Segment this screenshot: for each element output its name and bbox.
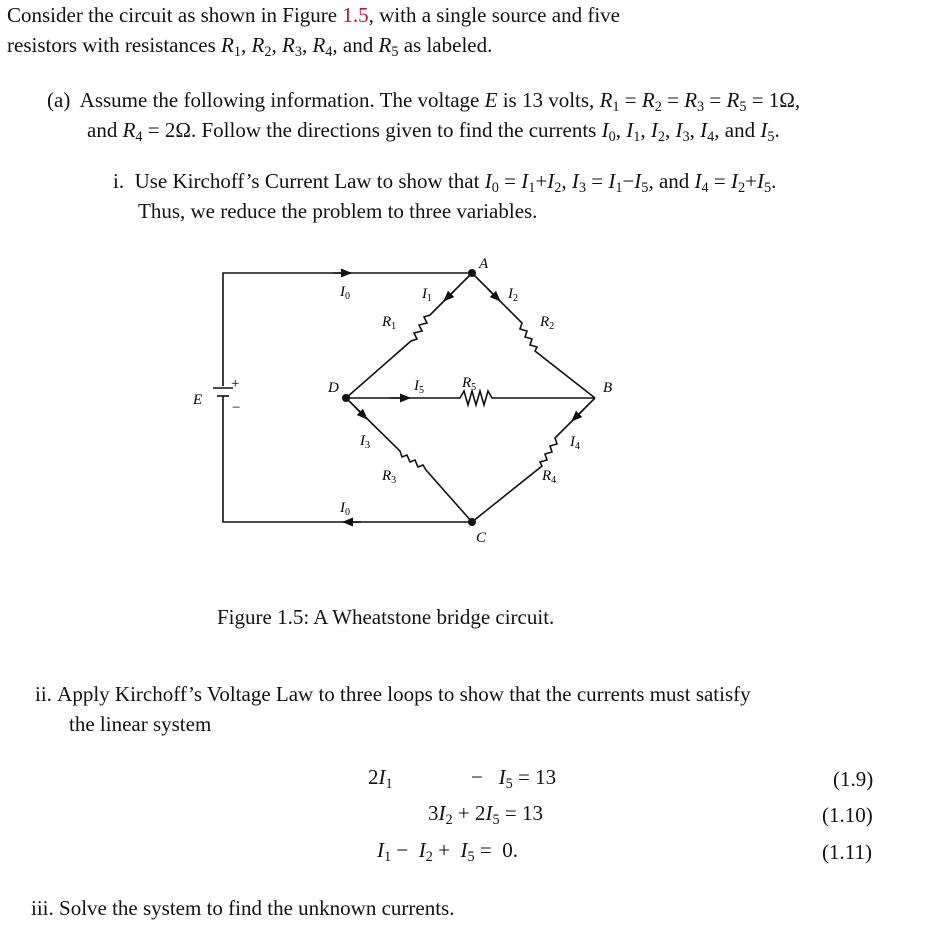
arrow-i3 (355, 407, 367, 419)
label-i0-top: $I_0$ (340, 284, 350, 302)
label-i5: $I_5$ (414, 378, 424, 396)
node-a-dot (468, 269, 476, 277)
equation-number-1-11: (1.11) (822, 840, 872, 864)
arrow-i2 (488, 289, 500, 301)
step-iii-marker: iii. (31, 896, 54, 920)
node-c-dot (468, 518, 476, 526)
middle-resistor-r5 (346, 391, 595, 405)
wire-top (223, 273, 472, 386)
source-plus: + (231, 376, 240, 392)
label-r2: $R_2$ (540, 314, 555, 332)
source-minus: − (232, 400, 241, 416)
label-i4: $I_4$ (570, 434, 580, 452)
label-r5: $R_5$ (462, 375, 477, 393)
label-r4: $R_4$ (542, 468, 557, 486)
step-ii-marker: ii. (35, 682, 52, 706)
arrow-i1 (444, 289, 456, 301)
source-label: E (193, 392, 203, 408)
equation-number-1-9: (1.9) (833, 767, 874, 791)
intro-line-1: Consider the circuit as shown in Figure 1.5, with a single source and five (7, 3, 620, 27)
part-a-line-2: and $R_4 = 2\Omega$. Follow the directions given to find the currents $I_0$, $I_1$, $I_2$, $I_3$, $I_4$, and $I_5$. (87, 118, 780, 145)
node-b-label: B (603, 380, 613, 396)
label-r1: $R_1$ (382, 314, 397, 332)
arrow-i4 (572, 409, 584, 421)
step-iii-line: iii. Solve the system to find the unknown currents. (31, 896, 455, 920)
step-i-marker: i. (113, 169, 125, 193)
part-a-marker: (a) (47, 88, 71, 112)
label-i1: $I_1$ (422, 286, 432, 304)
label-i0-bottom: $I_0$ (340, 500, 350, 518)
figure-caption: Figure 1.5: A Wheatstone bridge circuit. (217, 605, 555, 629)
intro-line-2: resistors with resistances $R_1$, $R_2$, $R_3$, $R_4$, and $R_5$ as labeled. (7, 33, 493, 60)
part-a-line-1: (a) Assume the following information. The voltage E is 13 volts, $R_1 = R_2 = R_3 = R_5 = 1\Omega$, (47, 88, 801, 115)
node-d-dot (342, 394, 350, 402)
equation-1-11: $I_1 - I_2 + I_5 = 0$. (377, 838, 518, 865)
step-ii-line-1: ii. Apply Kirchoff’s Voltage Law to three loops to show that the currents must satisfy (35, 682, 751, 706)
step-i-line-2: Thus, we reduce the problem to three variables. (138, 199, 538, 223)
label-i3: $I_3$ (360, 433, 370, 451)
figure-reference-link[interactable]: 1.5 (342, 3, 369, 27)
step-ii-line-2: the linear system (69, 712, 212, 736)
node-a-label: A (479, 256, 489, 272)
equation-1-9-rhs: − $I_5 = 13$ (471, 765, 557, 792)
equation-number-1-10: (1.10) (822, 803, 873, 827)
step-i-line-1: i. Use Kirchoff’s Current Law to show that $I_0 = I_1+I_2$, $I_3 = I_1-I_5$, and $I_4 = I_2+I_5$. (113, 169, 777, 196)
label-i2: $I_2$ (508, 286, 518, 304)
label-r3: $R_3$ (382, 468, 397, 486)
node-c-label: C (476, 530, 487, 546)
node-d-label: D (328, 380, 339, 396)
equation-1-10: $3I_2 + 2I_5 = 13$ (428, 801, 543, 828)
equation-1-9: $2I_1$ (368, 765, 393, 792)
wire-bottom (223, 410, 472, 522)
